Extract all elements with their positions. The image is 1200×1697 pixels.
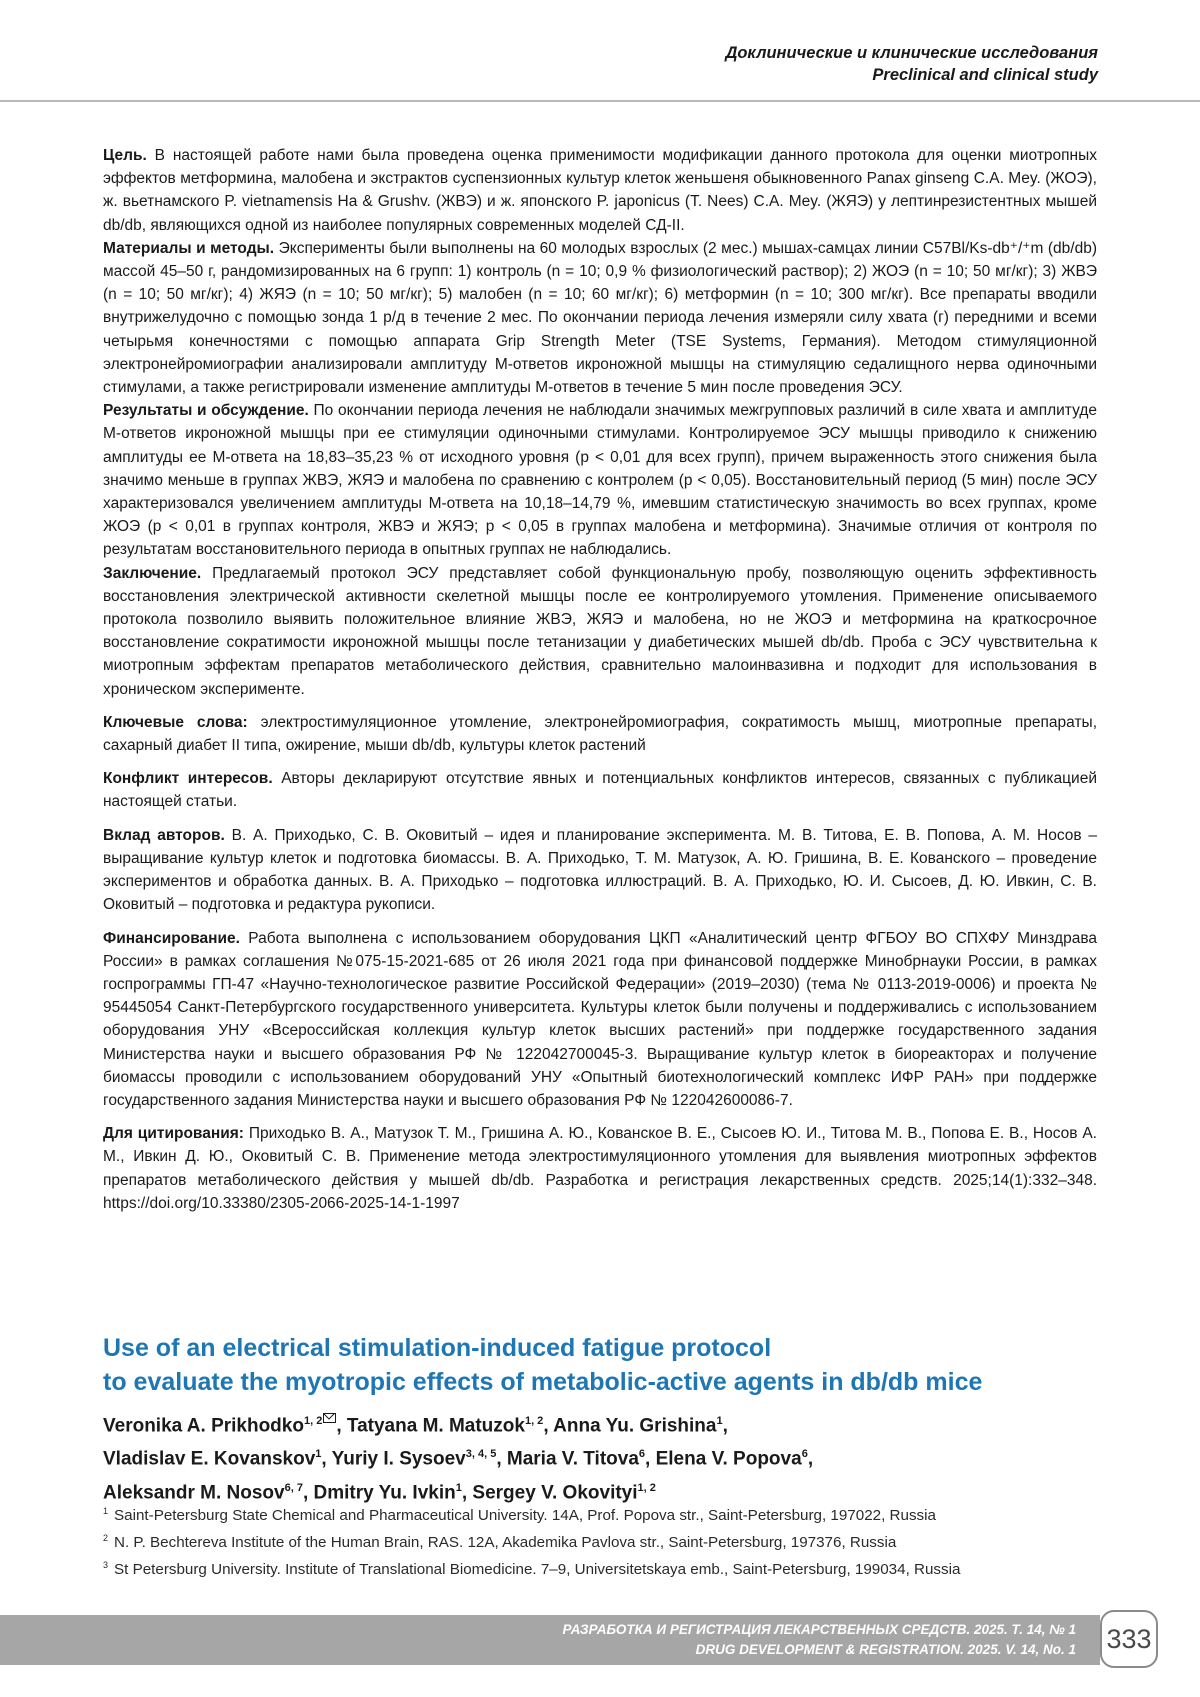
abstract-methods <box>103 237 1097 399</box>
running-header-ru: Доклинические и клинические исследования <box>725 44 1098 62</box>
author-name: Dmitry Yu. Ivkin <box>313 1481 456 1503</box>
conclusion-text: Предлагаемый протокол ЭСУ представляет собой функциональную пробу, позволяющую оценить эффективность восстановления электрической активности скелетной мышцы после ее контролируемого утомления. Применение описываемого протокола позволило выявить положительное влияние ЖВЭ, ЖЯЭ и малобена, но не ЖОЭ и метформина на краткосрочное восстановление сократимости икроножной мышцы после тетанизации у диабетических мышей db/db. Проба с ЭСУ чувствительна к миотропным эффектам препаратов метаболического действия, сравнительно малоинвазивна и подходит для использования в хроническом эксперименте. <box>103 564 1097 698</box>
affiliation-number: 1 <box>103 1506 109 1516</box>
footer-journal-ru: РАЗРАБОТКА И РЕГИСТРАЦИЯ ЛЕКАРСТВЕННЫХ СРЕДСТВ. 2025. Т. 14, № 1 <box>562 1622 1076 1637</box>
affiliation-number: 2 <box>103 1533 109 1544</box>
running-header <box>725 42 1098 86</box>
author-affil: 6 <box>638 1448 646 1461</box>
author-affil: 6 <box>801 1448 808 1461</box>
page-number: 333 <box>1100 1610 1158 1668</box>
author-name: Sergey V. Okovityi <box>472 1481 638 1503</box>
header-divider <box>0 100 1200 102</box>
footer-journal <box>563 1620 1076 1660</box>
contribution-text: В. А. Приходько, С. В. Оковитый – идея и планирование эксперимента. М. В. Титова, Е. В. Попова, А. М. Носов – выращивание культур клеток и подготовка биомассы. В. А. Приходько, Т. М. Матузок, А. Ю. Гришина, В. Е. Кованского – проведение экспериментов и обработка данных. В. А. Приходько – подготовка иллюстраций. В. А. Приходько, Ю. И. Сысоев, Д. Ю. Ивкин, С. В. Оковитый – подготовка и редактура рукописи. <box>103 826 1098 914</box>
conflict-label: Конфликт интересов. <box>103 770 273 788</box>
results-label: Результаты и обсуждение. <box>103 402 309 420</box>
contribution-label: Вклад авторов. <box>103 826 225 844</box>
abstract-results <box>103 399 1097 561</box>
author-name: Maria V. Titova <box>506 1448 639 1470</box>
aim-text: В настоящей работе нами была проведена оценка применимости модификации данного протокола для оценки миотропных эффектов метформина, малобена и экстрактов суспензионных культур клеток женьшеня обыкновенного Panax ginseng C.A. Mey. (ЖОЭ), ж. вьетнамского P. vietnamensis Ha & Grushv. (ЖВЭ) и ж. японского P. japonicus (T. Nees) C.A. Mey. (ЖЯЭ) у лептинрезистентных мышей db/db, являющихся одной из наиболее популярных современных моделей СД-II. <box>103 147 1097 234</box>
english-title <box>103 1331 1097 1399</box>
author-name: Tatyana M. Matuzok <box>346 1415 525 1437</box>
author-name: Vladislav E. Kovanskov <box>103 1448 316 1470</box>
author-affil: 1 <box>716 1415 723 1427</box>
english-title-line2: to evaluate the myotropic effects of metabolic-active agents in db/db mice <box>103 1368 983 1396</box>
affiliation-text: Saint-Petersburg State Chemical and Pharmaceutical University. 14A, Prof. Popova str., Saint-Petersburg, 197022, Russia <box>114 1507 936 1525</box>
aim-label: Цель. <box>103 147 147 164</box>
citation-text: Приходько В. А., Матузок Т. М., Гришина А. Ю., Кованское В. Е., Сысоев Ю. И., Титова М. В., Попова Е. В., Носов А. М., Ивкин Д. Ю., Оковитый С. В. Применение метода электростимуляционного утомления для выявления миотропных эффектов препаратов метаболического действия у мышей db/db. Разработка и регистрация лекарственных средств. 2025;14(1):332–348. https://doi.org/10.33380/2305-2066-2025-14-1-1997 <box>103 1125 1097 1212</box>
english-title-line1: Use of an electrical stimulation-induced fatigue protocol <box>103 1334 772 1362</box>
conflict-of-interest <box>103 767 1097 813</box>
author-name: Elena V. Popova <box>655 1448 802 1470</box>
author-name: Aleksandr M. Nosov <box>103 1481 285 1503</box>
author-contribution <box>103 824 1097 917</box>
methods-label: Материалы и методы. <box>103 239 275 257</box>
keywords-label: Ключевые слова: <box>103 713 248 731</box>
abstract-body <box>103 144 1097 1215</box>
affiliation-list <box>103 1500 1097 1581</box>
results-text: По окончании периода лечения не наблюдали значимых межгрупповых различий в силе хвата и амплитуде М-ответов икроножной мышцы при ее стимуляции одиночными стимулами. Контролируемое ЭСУ мышцы приводило к снижению амплитуды ее М-ответа на 18,83–35,23 % от исходного уровня (p < 0,01 для всех групп), причем выраженность этого снижения была значимо меньше в группах ЖВЭ, ЖЯЭ и малобена по сравнению с контролем (p < 0,05). Восстановительный период (5 мин) после ЭСУ характеризовался увеличением амплитуды М-ответа на 10,18–14,79 %, имевшим статистическую значимость во всех группах, кроме ЖОЭ (p < 0,01 в группах контроля, ЖВЭ и ЖЯЭ; p < 0,05 в группах малобена и метформина). Значимые отличия от контроля по результатам восстановительного периода в опытных группах не наблюдались. <box>103 402 1097 559</box>
affiliation-text: St Petersburg University. Institute of Translational Biomedicine. 7–9, Universitetskaya emb., Saint-Petersburg, 199034, Russia <box>114 1561 961 1579</box>
author-affil: 3, 4, 5 <box>465 1448 497 1461</box>
affiliation-item <box>103 1527 1097 1554</box>
funding-text: Работа выполнена с использованием оборудования ЦКП «Аналитический центр ФГБОУ ВО СПХФУ Минздрава России» в рамках соглашения №075-15-2021-685 от 26 июля 2021 года при финансовой поддержке Минобрнауки России, в рамках госпрограммы ГП-47 «Научно-технологическое развитие Российской Федерации» (2019–2030) (тема № 0113-2019-0006) и проекта № 95445054 Санкт-Петербургского государственного университета. Культуры клеток были получены и поддерживались с использованием оборудования УНУ «Всероссийская коллекция культур клеток высших растений» при поддержке государственного задания Министерства науки и высшего образования РФ № 122042700045-3. Выращивание культур клеток в биореакторах и получение биомассы проводили с использованием оборудований УНУ «Опытный биотехнологический комплекс ИФР РАН» при поддержке государственного задания Министерства науки и высшего образования РФ № 122042600086-7. <box>103 929 1097 1109</box>
author-affil: 1, 2 <box>637 1481 656 1494</box>
affiliation-item <box>103 1554 1097 1581</box>
keywords-text: электростимуляционное утомление, электронейромиография, сократимость мышц, миотропные препараты, сахарный диабет II типа, ожирение, мыши db/db, культуры клеток растений <box>103 713 1098 755</box>
author-affil: 1 <box>315 1448 322 1461</box>
conclusion-label: Заключение. <box>103 564 202 582</box>
affiliation-text: N. P. Bechtereva Institute of the Human Brain, RAS. 12A, Akademika Pavlova str., Saint-Petersburg, 197376, Russia <box>114 1534 897 1552</box>
abstract-conclusion <box>103 562 1097 701</box>
abstract-aim <box>103 144 1097 237</box>
citation <box>103 1122 1097 1215</box>
conflict-text: Авторы декларируют отсутствие явных и потенциальных конфликтов интересов, связанных с публикацией настоящей статьи. <box>103 770 1097 811</box>
author-list: Veronika A. Prikhodko$^{1, 2}$ , Tatyana M. Matuzok$^{1, 2}$, Anna Yu. Grishina$^1$, Vladislav E. Kovanskov$^1$, Yuriy I. Sysoev$^{3, 4, 5}$, Maria V. Titova$^6$, Elena V. Popova$^6$, Aleksandr M. Nosov$^{6, 7}$, Dmitry Yu. Ivkin$^1$, Sergey V. Okovityi$^{1, 2}$ <box>103 1415 814 1503</box>
affiliation-item <box>103 1500 1097 1527</box>
affiliation-number: 3 <box>103 1560 109 1571</box>
author-affil: 1 <box>455 1481 462 1494</box>
author-name: Yuriy I. Sysoev <box>331 1448 466 1470</box>
author-name: Veronika A. Prikhodko <box>103 1415 304 1437</box>
methods-text: Эксперименты были выполнены на 60 молодых взрослых (2 мес.) мышах-самцах линии C57Bl/Ks-db⁺/⁺m (db/db) массой 45–50 г, рандомизированных на 6 групп: 1) контроль (n = 10; 0,9 % физиологический раствор); 2) ЖОЭ (n = 10; 50 мг/кг); 3) ЖВЭ (n = 10; 50 мг/кг); 4) ЖЯЭ (n = 10; 50 мг/кг); 5) малобен (n = 10; 60 мг/кг); 6) метформин (n = 10; 300 мг/кг). Все препараты вводили внутрижелудочно с помощью зонда 1 р/д в течение 2 мес. По окончании периода лечения измеряли силу хвата (г) передними и всеми четырьмя конечностями с помощью аппарата Grip Strength Meter (TSE Systems, Германия). Методом стимуляционной электронейромиографии анализировали амплитуду М-ответов икроножной мышцы на стимуляцию седалищного нерва одиночными стимулами, а также регистрировали изменение амплитуды М-ответов в течение 5 мин после проведения ЭСУ. <box>103 239 1097 397</box>
keywords <box>103 711 1097 757</box>
citation-label: Для цитирования: <box>103 1125 244 1143</box>
author-name: Anna Yu. Grishina <box>553 1415 717 1437</box>
author-affil: 6, 7 <box>284 1481 303 1494</box>
mail-icon <box>323 1413 336 1423</box>
funding <box>103 927 1097 1113</box>
running-header-en: Preclinical and clinical study <box>872 66 1098 84</box>
author-affil: 1, 2 <box>524 1415 544 1427</box>
footer-journal-en: DRUG DEVELOPMENT & REGISTRATION. 2025. V. 14, No. 1 <box>695 1642 1076 1657</box>
author-affil: 1, 2 <box>303 1415 323 1427</box>
funding-label: Финансирование. <box>103 929 240 947</box>
